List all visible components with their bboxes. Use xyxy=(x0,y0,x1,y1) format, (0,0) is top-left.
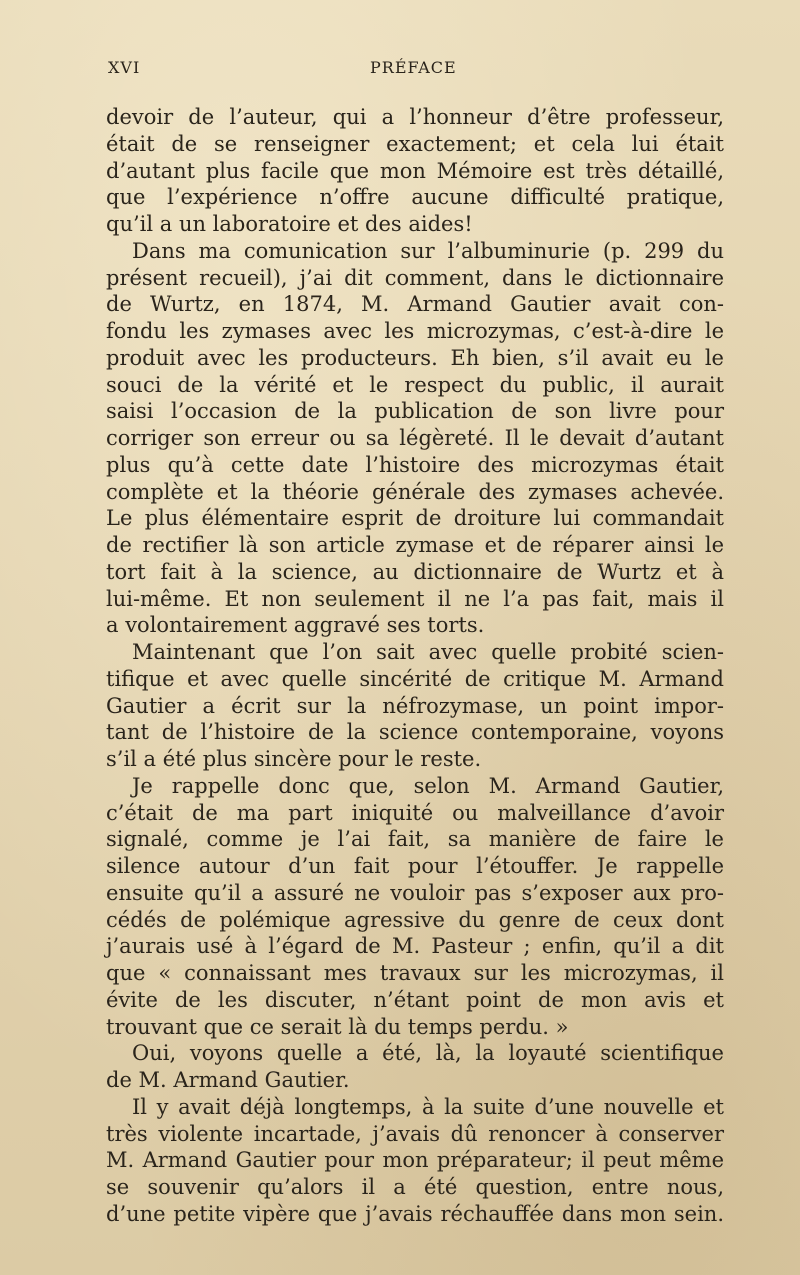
text-line: Je rappelle donc que, selon M. Armand Gautier, xyxy=(132,773,724,798)
text-line: lui-même. Et non seulement il ne l’a pas fait, mais il xyxy=(106,586,724,611)
text-line: c’était de ma part iniquité ou malveillance d’avoir xyxy=(106,800,724,825)
text-line: fondu les zymases avec les microzymas, c’est-à-dire le xyxy=(106,319,724,343)
text-line: que l’expérience n’offre aucune difficulté pratique, xyxy=(106,185,724,210)
text-line: Dans ma comunication sur l’albuminurie (p. 299 du xyxy=(132,238,724,263)
text-line: d’autant plus facile que mon Mémoire est très détaillé, xyxy=(106,158,724,183)
text-line: était de se renseigner exactement; et cela lui était xyxy=(106,131,724,156)
text-line: tifique et avec quelle sincérité de critique M. Armand xyxy=(106,666,724,691)
text-line: Maintenant que l’on sait avec quelle probité scien- xyxy=(132,640,724,664)
text-line: M. Armand Gautier pour mon préparateur; il peut même xyxy=(106,1148,724,1173)
text-line: saisi l’occasion de la publication de son livre pour xyxy=(106,399,724,424)
text-line: plus qu’à cette date l’histoire des microzymas était xyxy=(106,452,724,477)
text-line: d’une petite vipère que j’avais réchauffée dans mon sein. xyxy=(106,1201,724,1226)
text-line: Le plus élémentaire esprit de droiture lui commandait xyxy=(106,506,724,531)
text-line: qu’il a un laboratoire et des aides! xyxy=(106,212,473,236)
text-line: Il y avait déjà longtemps, à la suite d’une nouvelle et xyxy=(132,1094,724,1119)
text-line: Gautier a écrit sur la néfrozymase, un point impor- xyxy=(106,693,724,718)
text-line: très violente incartade, j’avais dû renoncer à conserver xyxy=(106,1121,724,1146)
text-line: corriger son erreur ou sa légèreté. Il le devait d’autant xyxy=(106,426,724,450)
running-head: PRÉFACE xyxy=(370,58,457,77)
page-number: XVI xyxy=(108,58,141,77)
text-line: a volontairement aggravé ses torts. xyxy=(106,613,485,638)
text-line: évite de les discuter, n’étant point de mon avis et xyxy=(106,987,724,1012)
text-line: souci de la vérité et le respect du public, il aurait xyxy=(106,372,724,397)
text-line: de rectifier là son article zymase et de réparer ainsi le xyxy=(106,533,724,557)
body-text xyxy=(106,104,724,1228)
text-line: signalé, comme je l’ai fait, sa manière de faire le xyxy=(106,827,724,852)
text-line: se souvenir qu’alors il a été question, entre nous, xyxy=(106,1175,724,1199)
text-line: s’il a été plus sincère pour le reste. xyxy=(106,747,482,771)
text-line: ensuite qu’il a assuré ne vouloir pas s’exposer aux pro- xyxy=(106,880,724,905)
text-line: de M. Armand Gautier. xyxy=(106,1068,350,1092)
text-line: silence autour d’un fait pour l’étouffer. Je rappelle xyxy=(106,854,724,878)
text-line: Oui, voyons quelle a été, là, la loyauté scientifique xyxy=(132,1041,724,1066)
text-line: que « connaissant mes travaux sur les microzymas, il xyxy=(106,961,724,985)
text-line: présent recueil), j’ai dit comment, dans le dictionnaire xyxy=(106,265,724,290)
text-line: tant de l’histoire de la science contemporaine, voyons xyxy=(106,720,724,745)
text-line: complète et la théorie générale des zymases achevée. xyxy=(106,479,724,504)
page-header xyxy=(108,58,722,84)
text-line: cédés de polémique agressive du genre de ceux dont xyxy=(106,907,724,932)
text-line: tort fait à la science, au dictionnaire de Wurtz et à xyxy=(106,559,724,584)
text-line: devoir de l’auteur, qui a l’honneur d’être professeur, xyxy=(106,105,724,129)
text-line: produit avec les producteurs. Eh bien, s’il avait eu le xyxy=(106,345,724,370)
text-line: j’aurais usé à l’égard de M. Pasteur ; enfin, qu’il a dit xyxy=(106,934,724,959)
text-line: trouvant que ce serait là du temps perdu. » xyxy=(106,1014,569,1039)
text-line: de Wurtz, en 1874, M. Armand Gautier avait con- xyxy=(106,292,724,317)
